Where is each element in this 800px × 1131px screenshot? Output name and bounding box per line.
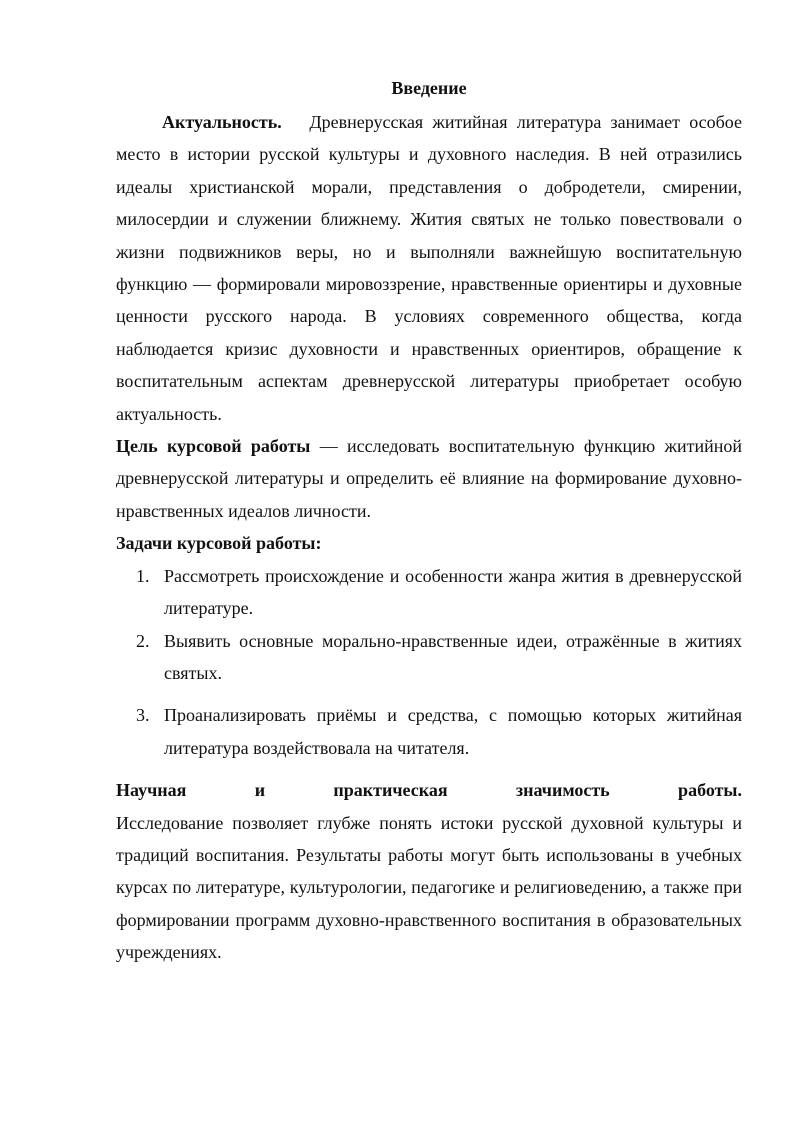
significance-section xyxy=(116,774,742,968)
list-item-text: Проанализировать приёмы и средства, с помощью которых житийная литература воздействовала на читателя. xyxy=(164,705,742,758)
list-item xyxy=(116,625,742,690)
relevance-paragraph xyxy=(116,106,742,430)
list-item-text: Выявить основные морально-нравственные идеи, отражённые в житиях святых. xyxy=(164,630,742,683)
relevance-text: Древнерусская житийная литература занимает особое место в истории русской культуры и духовного наследия. В ней отразились идеалы христианской морали, представления о добродетели, смирении, милосердии и служении ближнему. Жития святых не только повествовали о жизни подвижников веры, но и выполняли важнейшую воспитательную функцию — формировали мировоззрение, нравственные ориентиры и духовные ценности русского народа. В условиях современного общества, когда наблюдается кризис духовности и нравственных ориентиров, обращение к воспитательным аспектам древнерусской литературы приобретает особую актуальность. xyxy=(116,112,743,424)
significance-paragraph: Исследование позволяет глубже понять истоки русской духовной культуры и традиций воспитания. Результаты работы могут быть использованы в учебных курсах по литературе, культурологии, педагогике и религиоведению, а также при формировании программ духовно-нравственного воспитания в образовательных учреждениях. xyxy=(116,812,742,963)
list-item xyxy=(116,560,742,625)
tasks-heading: Задачи курсовой работы: xyxy=(116,533,322,554)
list-item-number: 1. xyxy=(136,565,150,586)
goal-label: Цель курсовой работы xyxy=(116,436,311,457)
list-item-text: Рассмотреть происхождение и особенности жанра жития в древнерусской литературе. xyxy=(164,565,742,619)
goal-text: — исследовать воспитательную функцию житийной древнерусской литературы и определить её влияние на формирование духовно-нравственных идеалов личности. xyxy=(116,436,743,521)
list-item xyxy=(116,699,742,764)
significance-heading xyxy=(116,774,742,806)
goal-paragraph xyxy=(116,430,742,527)
page-title: Введение xyxy=(391,78,467,98)
significance-label: Научная и практическая значимость работы. xyxy=(116,780,742,801)
tasks-list xyxy=(116,560,742,764)
document-body xyxy=(116,70,742,969)
list-item-number: 2. xyxy=(136,630,150,651)
relevance-label: Актуальность. xyxy=(162,112,282,132)
list-item-number: 3. xyxy=(136,705,150,726)
